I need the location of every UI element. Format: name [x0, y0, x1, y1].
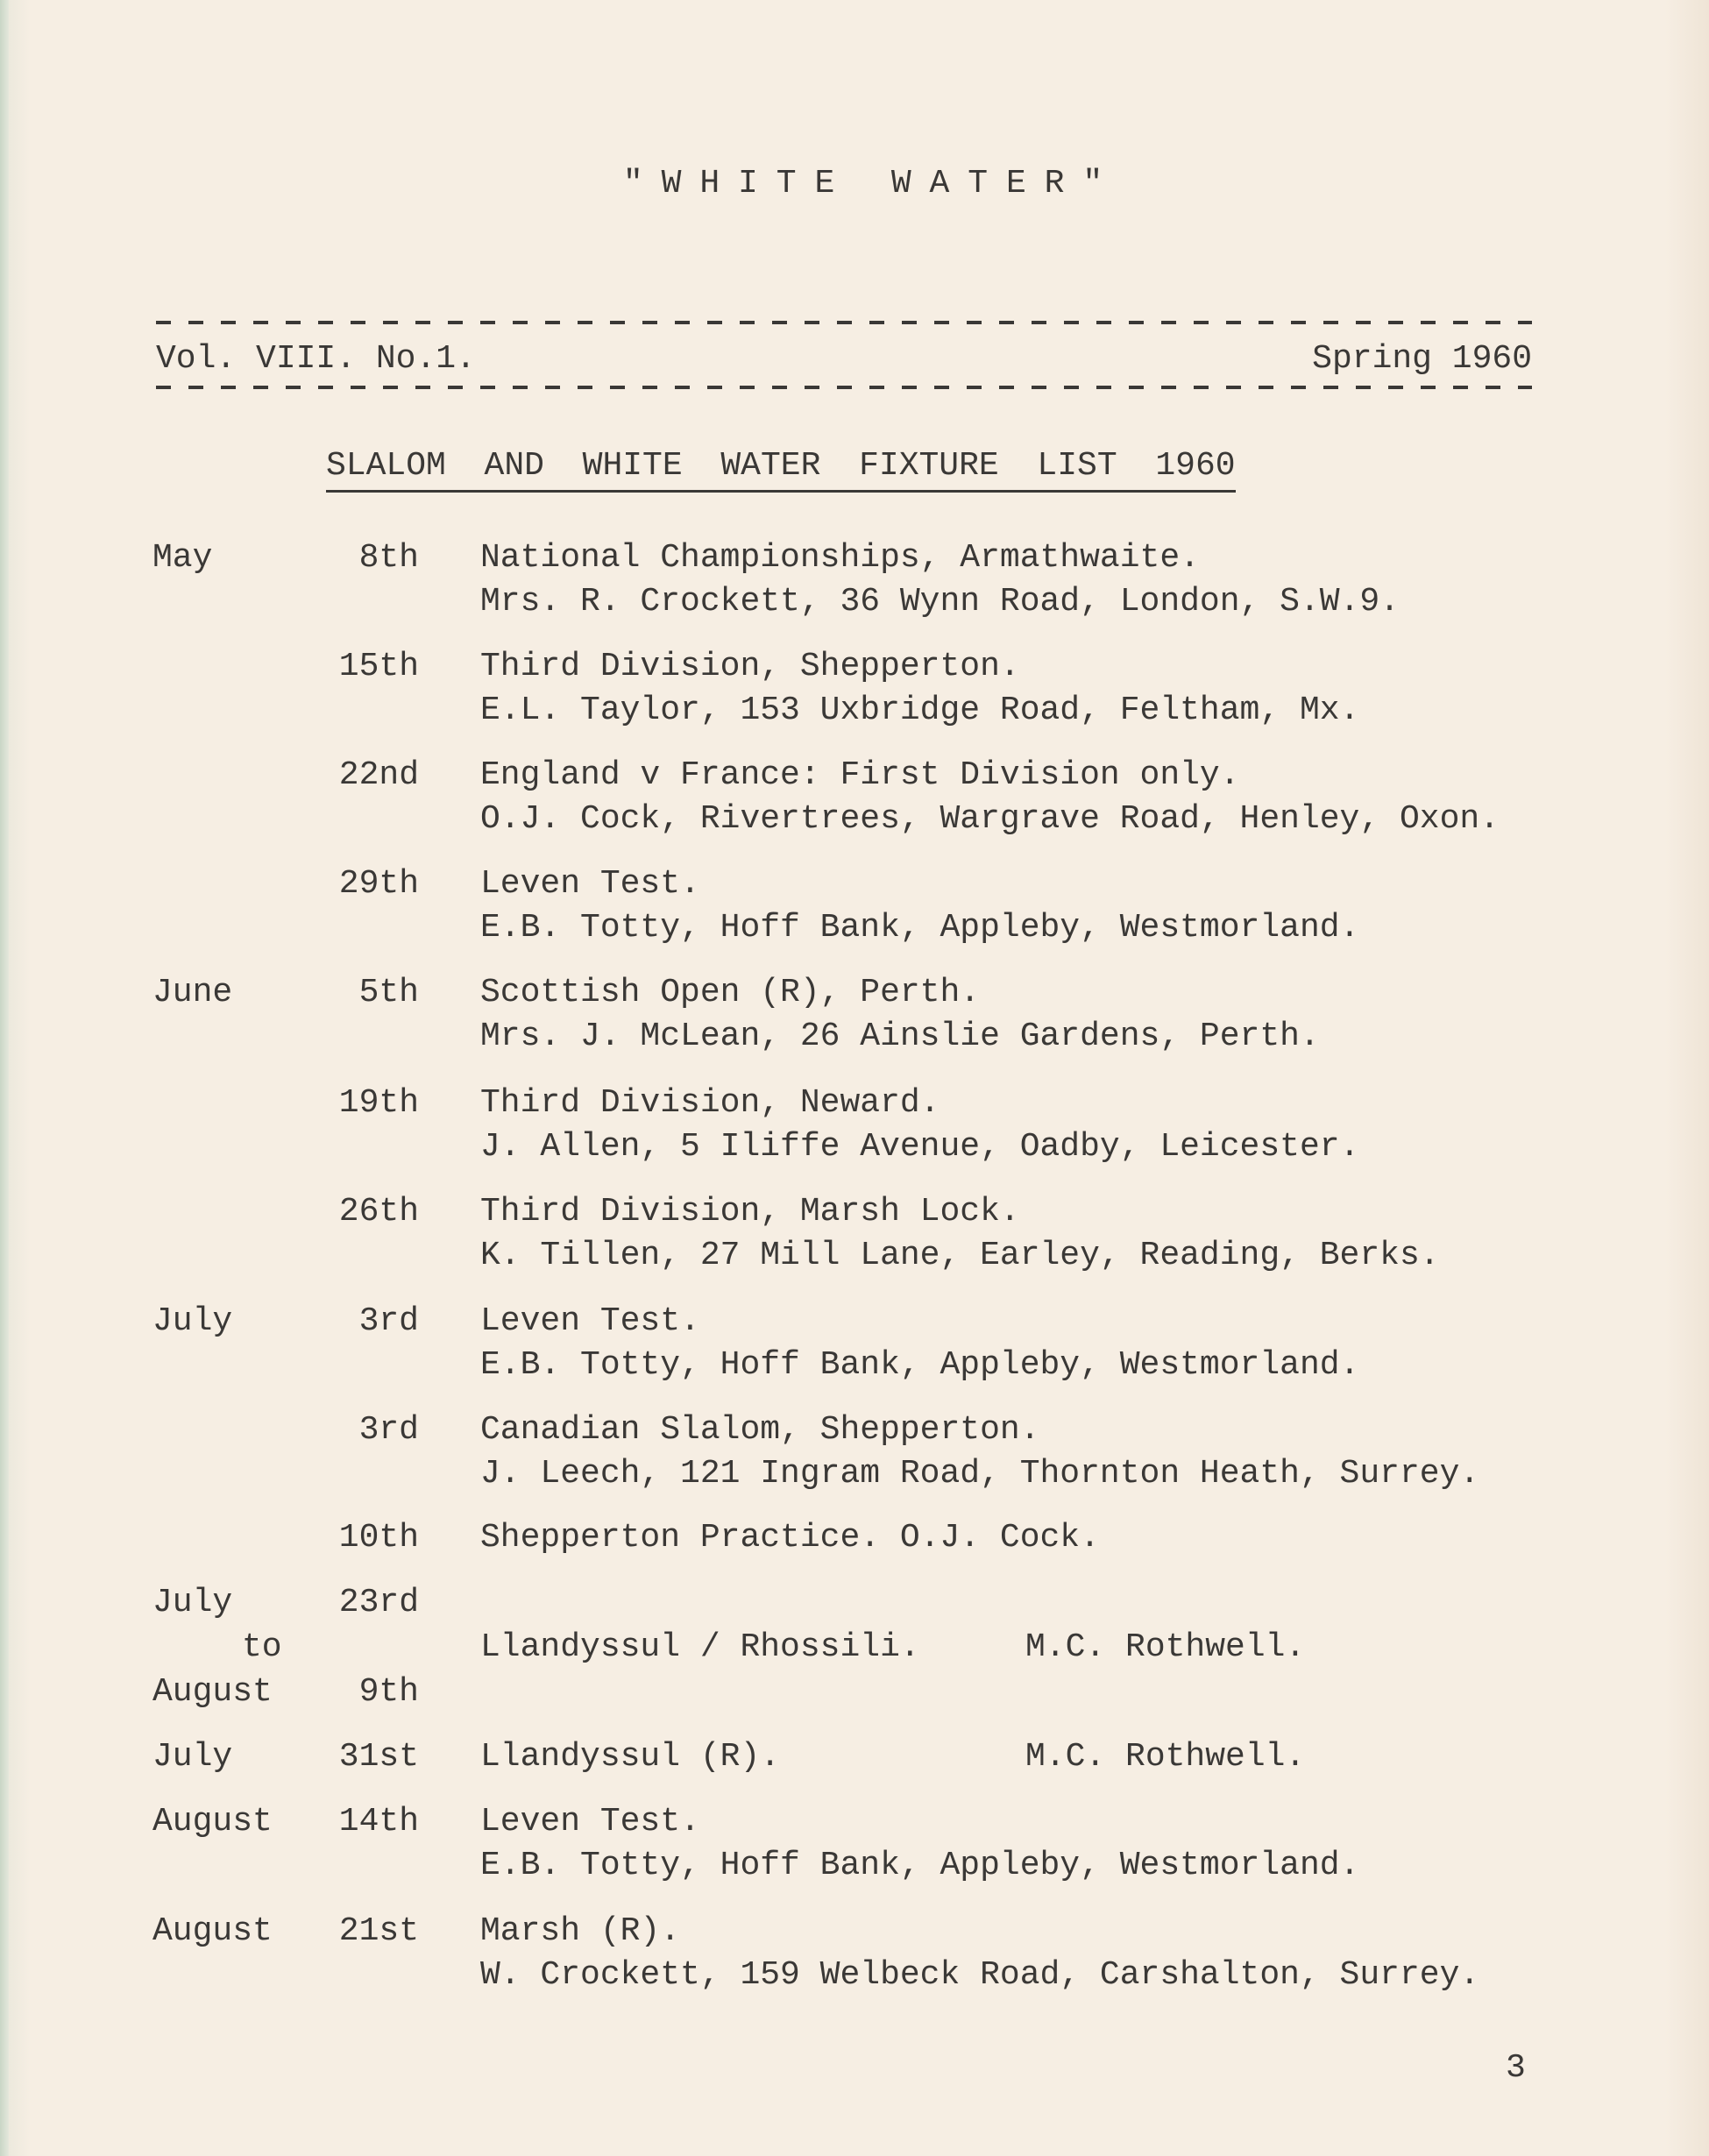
range-start-day: 23rd	[338, 1584, 419, 1621]
fixture-event: Scottish Open (R), Perth.	[480, 974, 981, 1011]
fixture-contact: W. Crockett, 159 Welbeck Road, Carshalton, Surrey.	[480, 1956, 1480, 1994]
fixture-contact: O.J. Cock, Rivertrees, Wargrave Road, Henley, Oxon.	[480, 800, 1500, 838]
fixture-event: Leven Test.	[480, 1302, 700, 1340]
fixture-day: 22nd	[338, 756, 419, 794]
fixture-event: England v France: First Division only.	[480, 756, 1240, 794]
fixture-organiser: M.C. Rothwell.	[1025, 1738, 1306, 1776]
binding-edge	[0, 0, 9, 2156]
fixture-day: 19th	[338, 1084, 419, 1122]
range-end-month: August	[152, 1673, 273, 1711]
fixture-month: June	[152, 974, 233, 1011]
fixture-day: 14th	[338, 1803, 419, 1840]
issue-season: Spring 1960	[1312, 340, 1532, 378]
fixture-event: National Championships, Armathwaite.	[480, 539, 1200, 577]
fixture-event: Third Division, Neward.	[480, 1084, 940, 1122]
fixture-day: 8th	[358, 539, 419, 577]
fixture-event: Leven Test.	[480, 865, 700, 903]
fixture-day: 29th	[338, 865, 419, 903]
magazine-title: "WHITE WATER"	[622, 165, 1122, 202]
fixture-contact: E.B. Totty, Hoff Bank, Appleby, Westmorland.	[480, 1847, 1360, 1884]
fixture-month: May	[152, 539, 213, 577]
fixture-day: 3rd	[358, 1302, 419, 1340]
fixture-day: 10th	[338, 1519, 419, 1557]
fixture-contact: E.B. Totty, Hoff Bank, Appleby, Westmorland.	[480, 909, 1360, 947]
fixture-contact: J. Leech, 121 Ingram Road, Thornton Heath, Surrey.	[480, 1455, 1480, 1493]
fixture-day: 31st	[338, 1738, 419, 1776]
fixture-contact: J. Allen, 5 Iliffe Avenue, Oadby, Leicester.	[480, 1128, 1360, 1166]
section-title: SLALOM AND WHITE WATER FIXTURE LIST 1960	[326, 447, 1236, 493]
volume-number: Vol. VIII. No.1.	[156, 340, 476, 378]
fixture-month: August	[152, 1912, 273, 1950]
fixture-event: Shepperton Practice. O.J. Cock.	[480, 1519, 1100, 1557]
fixture-day: 3rd	[358, 1411, 419, 1449]
fixture-event: Canadian Slalom, Shepperton.	[480, 1411, 1040, 1449]
page-number: 3	[1506, 2049, 1526, 2087]
fixture-event: Llandyssul (R).	[480, 1738, 781, 1776]
fixture-event: Marsh (R).	[480, 1912, 681, 1950]
fixture-event: Third Division, Shepperton.	[480, 648, 1020, 685]
fixture-day: 26th	[338, 1193, 419, 1230]
dashed-rule-top	[156, 321, 1532, 324]
fixture-day: 15th	[338, 648, 419, 685]
fixture-day: 5th	[358, 974, 419, 1011]
fixture-day: 21st	[338, 1912, 419, 1950]
fixture-contact: E.L. Taylor, 153 Uxbridge Road, Feltham, Mx.	[480, 691, 1360, 729]
fixture-event: Leven Test.	[480, 1803, 700, 1840]
fixture-month: July	[152, 1738, 233, 1776]
fixture-contact: E.B. Totty, Hoff Bank, Appleby, Westmorland.	[480, 1346, 1360, 1384]
fixture-month: August	[152, 1803, 273, 1840]
fixture-month: July	[152, 1302, 233, 1340]
range-to-label: to	[242, 1628, 282, 1666]
fixture-contact: Mrs. J. McLean, 26 Ainslie Gardens, Perth.	[480, 1018, 1320, 1055]
range-end-day: 9th	[358, 1673, 419, 1711]
fixture-event: Third Division, Marsh Lock.	[480, 1193, 1020, 1230]
range-organiser: M.C. Rothwell.	[1025, 1628, 1306, 1666]
range-start-month: July	[152, 1584, 233, 1621]
dashed-rule-bottom	[156, 386, 1532, 389]
range-event: Llandyssul / Rhossili.	[480, 1628, 920, 1666]
fixture-contact: K. Tillen, 27 Mill Lane, Earley, Reading, Berks.	[480, 1237, 1440, 1274]
fixture-contact: Mrs. R. Crockett, 36 Wynn Road, London, S.W.9.	[480, 583, 1400, 621]
